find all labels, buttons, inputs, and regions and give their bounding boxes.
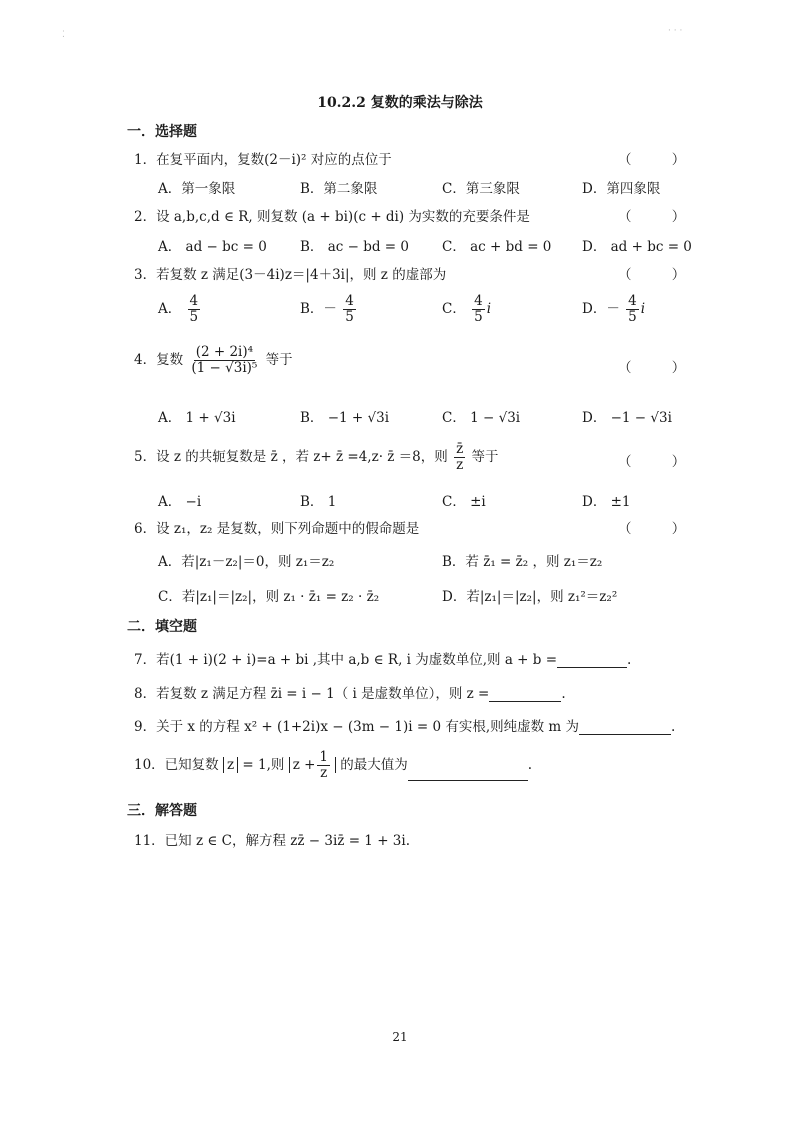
option-d: D．若|z₁|＝|z₂|，则 z₁²＝z₂² bbox=[442, 589, 618, 605]
option-b: B． −1 + √3i bbox=[300, 410, 390, 426]
option-b: B．第二象限 bbox=[300, 181, 378, 197]
question-9: 9．关于 x 的方程 x² + (1+2i)x − (3m − 1)i = 0 有实根,则纯虚数 m 为 . bbox=[134, 719, 676, 735]
fraction: $\frac{z̄}{z}$ bbox=[456, 441, 464, 473]
question-10: 10．已知复数 z = 1,则 z + $\frac{1}{z}$ 的最大值为 . bbox=[134, 749, 533, 781]
option-a: A．第一象限 bbox=[158, 181, 236, 197]
option-c: C． ±i bbox=[442, 494, 486, 510]
answer-blank bbox=[557, 653, 627, 668]
answer-paren: （ ） bbox=[618, 360, 704, 376]
section-fill: 二．填空题 bbox=[127, 619, 197, 635]
page-number: 21 bbox=[392, 1030, 408, 1044]
option-b: B．若 z̄₁ = z̄₂ ，则 z₁＝z₂ bbox=[442, 554, 603, 570]
section-solve: 三．解答题 bbox=[127, 803, 197, 819]
option-d: D．－ $\frac{4}{5}$ i bbox=[582, 293, 646, 325]
scan-speck: ⁚ bbox=[62, 30, 65, 40]
question-8: 8．若复数 z 满足方程 z̄i = i − 1（ i 是虚数单位），则 z = . bbox=[134, 686, 566, 702]
section-choice: 一．选择题 bbox=[127, 124, 197, 140]
option-d: D． ad + bc = 0 bbox=[582, 239, 692, 255]
option-c: C．第三象限 bbox=[442, 181, 520, 197]
question-1: 1．在复平面内，复数(2－i)² 对应的点位于 bbox=[134, 152, 392, 168]
option-d: D．第四象限 bbox=[582, 181, 661, 197]
option-c: C． ac + bd = 0 bbox=[442, 239, 552, 255]
option-c: C． $\frac{4}{5}$ i bbox=[442, 293, 492, 325]
option-a: A．若|z₁－z₂|＝0，则 z₁＝z₂ bbox=[158, 554, 335, 570]
fraction: $\frac{\text{(2 + 2i)⁴}}{\text{(1 − √3i)⁵}}$ bbox=[191, 344, 258, 376]
question-2: 2．设 a,b,c,d ∈ R, 则复数 (a + bi)(c + di) 为实数的充要条件是 bbox=[134, 209, 530, 225]
question-5: 5．设 z 的共轭复数是 z̄ ，若 z+ z̄ =4,z· z̄ ＝8，则 $\frac{z̄}{z}$ 等于 bbox=[134, 441, 499, 473]
fraction: $\frac{1}{z}$ bbox=[319, 749, 328, 781]
answer-blank bbox=[408, 766, 528, 781]
option-a: A． 1 + √3i bbox=[158, 410, 236, 426]
answer-paren: （ ） bbox=[618, 267, 704, 283]
answer-blank bbox=[579, 720, 671, 735]
option-b: B． ac − bd = 0 bbox=[300, 239, 409, 255]
option-c: C．若|z₁|＝|z₂|，则 z₁ · z̄₁ = z₂ · z̄₂ bbox=[158, 589, 380, 605]
answer-paren: （ ） bbox=[618, 152, 704, 168]
fraction: $\frac{4}{5}$ bbox=[345, 293, 354, 325]
fraction: $\frac{4}{5}$ bbox=[628, 293, 637, 325]
option-d: D． ±1 bbox=[582, 494, 631, 510]
option-a: A． $\frac{4}{5}$ bbox=[158, 293, 199, 325]
question-11: 11．已知 z ∈ C，解方程 zz̄ − 3iz̄ = 1 + 3i. bbox=[134, 833, 410, 849]
question-6: 6．设 z₁，z₂ 是复数，则下列命题中的假命题是 bbox=[134, 521, 420, 537]
answer-paren: （ ） bbox=[618, 209, 704, 225]
question-7: 7．若(1 + i)(2 + i)=a + bi ,其中 a,b ∈ R, i 为虚数单位,则 a + b = . bbox=[134, 652, 632, 668]
fraction: $\frac{4}{5}$ bbox=[189, 293, 199, 325]
question-4: 4．复数 $\frac{\text{(2 + 2i)⁴}}{\text{(1 − √3i)⁵}}$ 等于 bbox=[134, 344, 293, 376]
option-b: B． 1 bbox=[300, 494, 337, 510]
question-3: 3．若复数 z 满足(3－4i)z＝|4＋3i|，则 z 的虚部为 bbox=[134, 267, 447, 283]
option-a: A． ad − bc = 0 bbox=[158, 239, 267, 255]
fraction: $\frac{4}{5}$ bbox=[474, 293, 483, 325]
answer-paren: （ ） bbox=[618, 454, 704, 470]
page-title: 10.2.2 复数的乘法与除法 bbox=[317, 95, 483, 111]
scan-speck: · · · bbox=[668, 26, 683, 36]
option-a: A． −i bbox=[158, 494, 202, 510]
option-b: B．－ $\frac{4}{5}$ bbox=[300, 293, 354, 325]
answer-paren: （ ） bbox=[618, 521, 704, 537]
option-d: D． −1 − √3i bbox=[582, 410, 672, 426]
answer-blank bbox=[489, 687, 561, 702]
option-c: C． 1 − √3i bbox=[442, 410, 521, 426]
